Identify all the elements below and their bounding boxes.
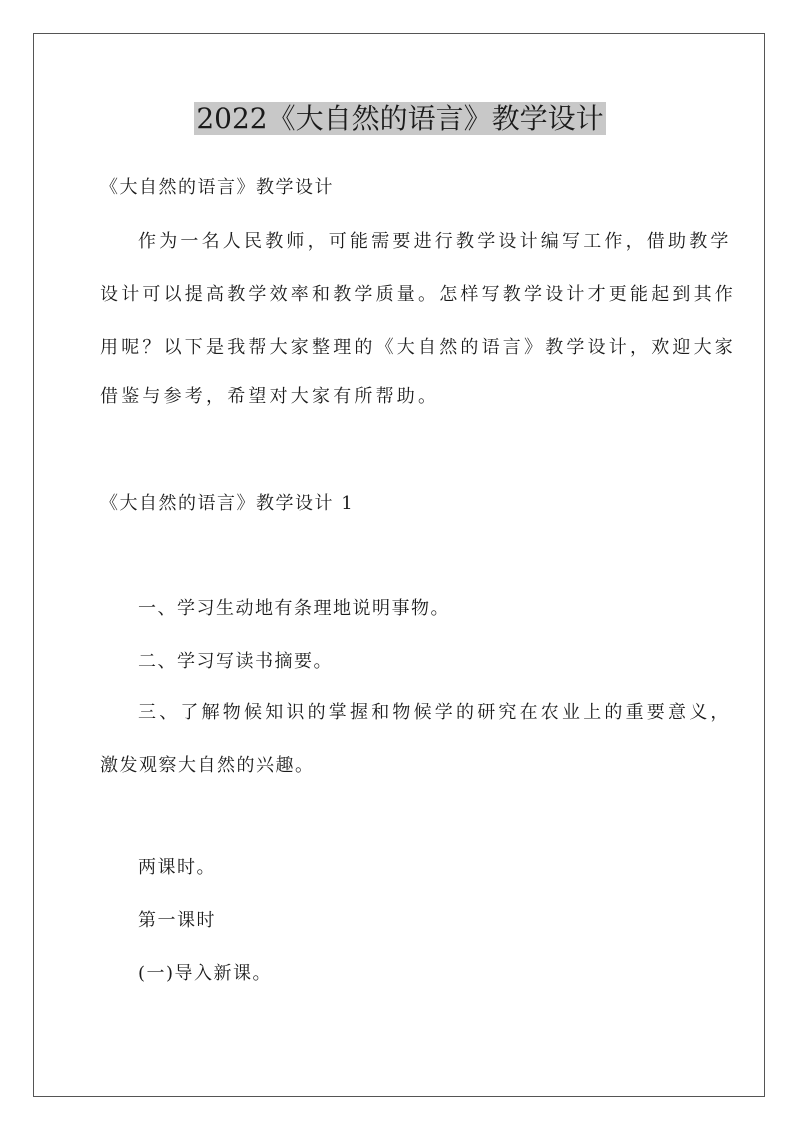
intro-line-4: 借鉴与参考，希望对大家有所帮助。: [100, 386, 440, 407]
step-one-heading: (一)导入新课。: [138, 963, 273, 984]
goal-item-3: 三、了解物候知识的掌握和物候学的研究在农业上的重要意义，: [138, 702, 732, 723]
intro-line-2: 设计可以提高教学效率和教学质量。怎样写教学设计才更能起到其作: [100, 284, 736, 305]
document-subtitle: 《大自然的语言》教学设计: [100, 177, 334, 198]
lesson-count: 两课时。: [138, 857, 216, 878]
section-heading: 《大自然的语言》教学设计 1: [100, 493, 355, 514]
document-title: [0, 99, 800, 139]
goal-item-1: 一、学习生动地有条理地说明事物。: [138, 598, 450, 619]
first-lesson-heading: 第一课时: [138, 910, 216, 931]
intro-line-3: 用呢？以下是我帮大家整理的《大自然的语言》教学设计，欢迎大家: [100, 337, 736, 358]
intro-line-1: 作为一名人民教师，可能需要进行教学设计编写工作，借助教学: [138, 231, 732, 252]
document-title-text: 2022《大自然的语言》教学设计: [196, 102, 604, 135]
goal-item-2: 二、学习写读书摘要。: [138, 651, 333, 672]
goal-item-3-continued: 激发观察大自然的兴趣。: [100, 755, 315, 776]
